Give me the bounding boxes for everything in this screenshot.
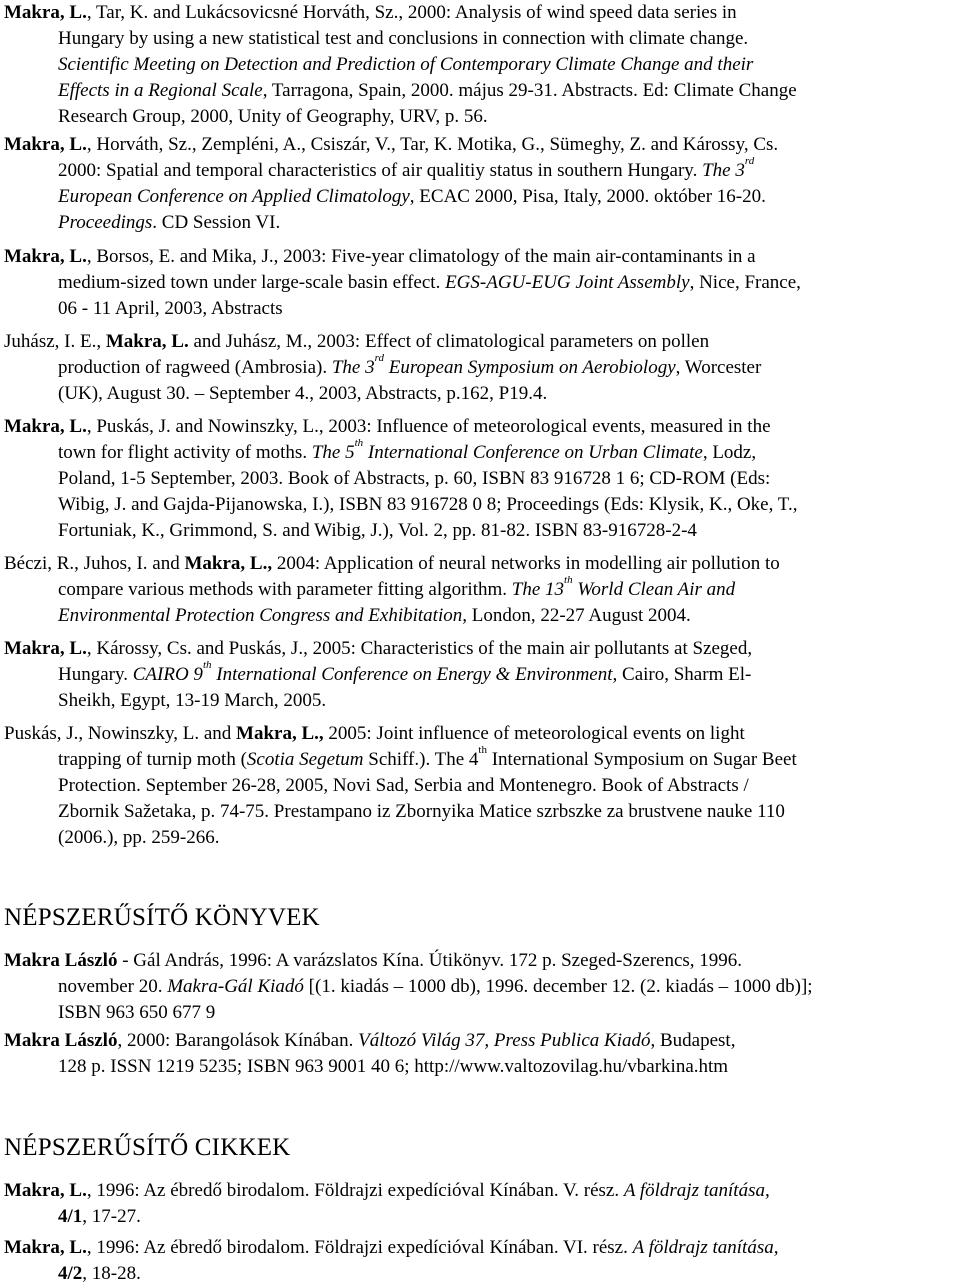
reference-line: Research Group, 2000, Unity of Geography, URV, p. 56. bbox=[58, 106, 488, 127]
section-heading-articles: NÉPSZERŰSÍTŐ CIKKEK bbox=[4, 1134, 291, 1161]
reference-line: Juhász, I. E., Makra, L. and Juhász, M., 2003: Effect of climatological parameters on pollen bbox=[4, 331, 710, 352]
reference-line: Makra László - Gál András, 1996: A varázslatos Kína. Útikönyv. 172 p. Szeged-Szerencs, 1996. bbox=[4, 950, 743, 971]
reference-line: Puskás, J., Nowinszky, L. and Makra, L., 2005: Joint influence of meteorological events on light bbox=[4, 723, 745, 744]
reference-entry bbox=[4, 636, 956, 714]
reference-line: trapping of turnip moth (Scotia Segetum Schiff.). The 4th International Symposium on Sugar Beet bbox=[58, 744, 797, 770]
reference-line: Makra, L., Borsos, E. and Mika, J., 2003: Five-year climatology of the main air-contaminants in a bbox=[4, 246, 756, 267]
reference-entry bbox=[4, 721, 956, 851]
reference-line: Makra, L., 1996: Az ébredő birodalom. Földrajzi expedícióval Kínában. VI. rész. A földrajz tanítása, bbox=[4, 1237, 779, 1258]
reference-line: European Conference on Applied Climatology, ECAC 2000, Pisa, Italy, 2000. október 16-20. bbox=[58, 186, 766, 207]
reference-line: Makra, L., Tar, K. and Lukácsovicsné Horváth, Sz., 2000: Analysis of wind speed data series in bbox=[4, 2, 737, 23]
reference-entry bbox=[4, 132, 956, 236]
reference-line: ISBN 963 650 677 9 bbox=[58, 1002, 216, 1023]
reference-line: 2000: Spatial and temporal characteristics of air qualitiy status in southern Hungary. The 3rd bbox=[58, 155, 755, 181]
reference-line: Environmental Protection Congress and Exhibitation, London, 22-27 August 2004. bbox=[58, 605, 691, 626]
reference-line: Makra, L., Puskás, J. and Nowinszky, L., 2003: Influence of meteorological events, measured in the bbox=[4, 416, 771, 437]
reference-line: Fortuniak, K., Grimmond, S. and Wibig, J.), Vol. 2, pp. 81-82. ISBN 83-916728-2-4 bbox=[58, 520, 697, 541]
reference-line: Hungary. CAIRO 9th International Conference on Energy & Environment, Cairo, Sharm El- bbox=[58, 659, 752, 685]
reference-line: Wibig, J. and Gajda-Pijanowska, I.), ISBN 83 916728 0 8; Proceedings (Eds: Klysik, K., Oke, T., bbox=[58, 494, 798, 515]
book-entry bbox=[4, 1028, 956, 1080]
reference-line: medium-sized town under large-scale basin effect. EGS-AGU-EUG Joint Assembly, Nice, France, bbox=[58, 272, 801, 293]
reference-line: Béczi, R., Juhos, I. and Makra, L., 2004: Application of neural networks in modelling air pollution to bbox=[4, 553, 780, 574]
article-entry bbox=[4, 1235, 956, 1287]
reference-line: compare various methods with parameter fitting algorithm. The 13th World Clean Air and bbox=[58, 574, 736, 600]
reference-entry bbox=[4, 551, 956, 629]
reference-entry bbox=[4, 244, 956, 322]
reference-line: 06 - 11 April, 2003, Abstracts bbox=[58, 298, 283, 319]
reference-line: Makra, L., Horváth, Sz., Zempléni, A., Csiszár, V., Tar, K. Motika, G., Sümeghy, Z. and Károssy, Cs. bbox=[4, 134, 779, 155]
reference-line: Makra László, 2000: Barangolások Kínában. Változó Világ 37, Press Publica Kiadó, Budapest, bbox=[4, 1030, 736, 1051]
reference-line: Proceedings. CD Session VI. bbox=[58, 212, 281, 233]
reference-line: (2006.), pp. 259-266. bbox=[58, 827, 220, 848]
section-heading-books: NÉPSZERŰSÍTŐ KÖNYVEK bbox=[4, 904, 320, 931]
reference-line: production of ragweed (Ambrosia). The 3rd European Symposium on Aerobiology, Worcester bbox=[58, 352, 762, 378]
reference-line: Hungary by using a new statistical test and conclusions in connection with climate change. bbox=[58, 28, 749, 49]
reference-line: 128 p. ISSN 1219 5235; ISBN 963 9001 40 6; http://www.valtozovilag.hu/vbarkina.htm bbox=[58, 1056, 729, 1077]
reference-line: Zbornik Sažetaka, p. 74-75. Prestampano iz Zbornyika Matice szrbszke za brustvene nauke 110 bbox=[58, 801, 785, 822]
reference-line: Effects in a Regional Scale, Tarragona, Spain, 2000. május 29-31. Abstracts. Ed: Climate Change bbox=[58, 80, 797, 101]
reference-line: Makra, L., Károssy, Cs. and Puskás, J., 2005: Characteristics of the main air pollutants at Szeged, bbox=[4, 638, 753, 659]
reference-entry bbox=[4, 0, 956, 130]
reference-entry bbox=[4, 329, 956, 407]
reference-line: Sheikh, Egypt, 13-19 March, 2005. bbox=[58, 690, 327, 711]
reference-line: Scientific Meeting on Detection and Prediction of Contemporary Climate Change and their bbox=[58, 54, 754, 75]
reference-entry bbox=[4, 414, 956, 544]
reference-line: november 20. Makra-Gál Kiadó [(1. kiadás – 1000 db), 1996. december 12. (2. kiadás – 1000 db)]; bbox=[58, 976, 813, 997]
reference-line: Poland, 1-5 September, 2003. Book of Abstracts, p. 60, ISBN 83 916728 1 6; CD-ROM (Eds: bbox=[58, 468, 771, 489]
reference-line: Protection. September 26-28, 2005, Novi Sad, Serbia and Montenegro. Book of Abstracts / bbox=[58, 775, 749, 796]
reference-line: town for flight activity of moths. The 5th International Conference on Urban Climate, Lodz, bbox=[58, 437, 757, 463]
reference-line: 4/2, 18-28. bbox=[58, 1263, 141, 1284]
article-entry bbox=[4, 1178, 956, 1230]
reference-line: Makra, L., 1996: Az ébredő birodalom. Földrajzi expedícióval Kínában. V. rész. A földrajz tanítása, bbox=[4, 1180, 770, 1201]
book-entry bbox=[4, 948, 956, 1026]
reference-line: 4/1, 17-27. bbox=[58, 1206, 141, 1227]
reference-line: (UK), August 30. – September 4., 2003, Abstracts, p.162, P19.4. bbox=[58, 383, 548, 404]
